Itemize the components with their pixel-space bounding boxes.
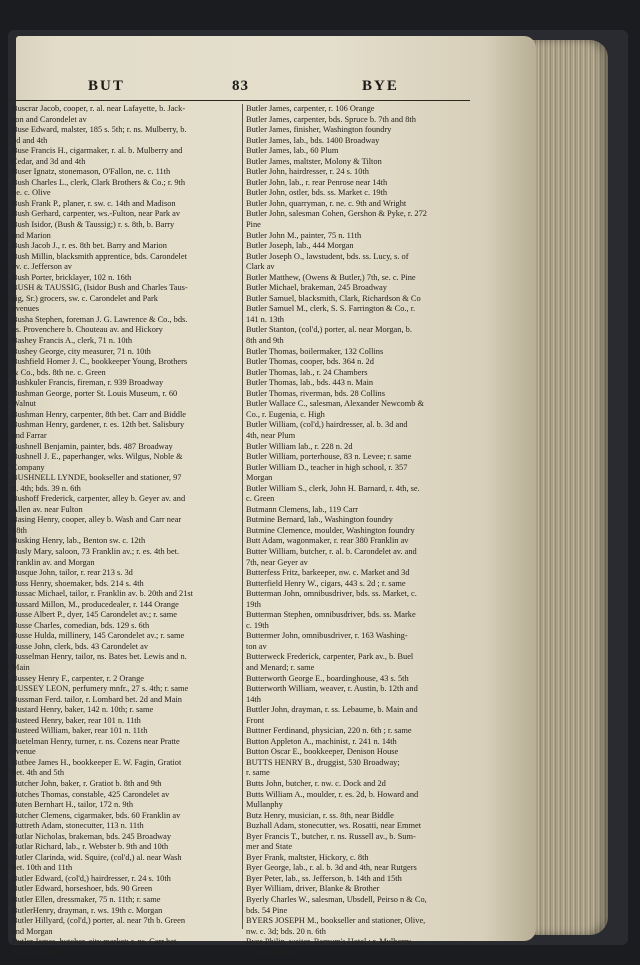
- directory-line: Bussman Ferd. tailor, r. Lombard bet. 2d and Main: [12, 694, 182, 704]
- directory-line: Bushfield Homer J. C., bookkeeper Young, Brothers: [12, 357, 188, 367]
- directory-line: Byes Philip, waiter, Barnum's Hotel ; r. Mulberry,: [246, 937, 413, 947]
- directory-line: Bushey George, city measurer, 71 n. 10th: [12, 346, 151, 356]
- directory-line: BUTTS HENRY B., druggist, 530 Broadway;: [246, 757, 400, 767]
- directory-line: Byer William, driver, Blanke & Brother: [246, 884, 380, 894]
- directory-line: Bushman Henry, carpenter, 8th bet. Carr and Biddle: [12, 409, 187, 419]
- directory-line: Butler James, carpenter, r. 106 Orange: [246, 104, 375, 113]
- header-rule: [10, 100, 470, 101]
- directory-line: Buser Ignatz, stonemason, O'Fallon, ne. c. 11th: [12, 167, 171, 177]
- directory-line: Bush Frank P., planer, r. sw. c. 14th and Madison: [12, 198, 176, 208]
- directory-line: Butts William A., moulder, r. es. 2d, b. Howard and: [246, 789, 419, 799]
- directory-line: Butler William D., teacher in high school, r. 357: [246, 462, 408, 472]
- directory-line: Busse Charles, comedian, bds. 129 s. 6th: [12, 620, 150, 630]
- directory-line: Morgan: [246, 473, 273, 483]
- directory-line: 8th and 9th: [246, 336, 284, 346]
- directory-line: Bush Porter, bricklayer, 102 n. 16th: [12, 272, 132, 282]
- directory-line: Butterweck Frederick, carpenter, Park av., b. Buel: [246, 652, 414, 662]
- directory-line: Byer Peter, lab., ss. Jefferson, b. 14th and 15th: [246, 873, 402, 883]
- directory-line: Main: [12, 662, 30, 672]
- directory-line: Bush Jacob J., r. es. 8th bet. Barry and Marion: [12, 241, 167, 251]
- directory-line: Bush Charles L., clerk, Clark Brothers & Co.; r. 9th: [12, 177, 186, 187]
- directory-line: and Menard; r. same: [246, 662, 315, 672]
- directory-line: 18th: [12, 525, 27, 535]
- directory-line: Butler Michael, brakeman, 245 Broadway: [246, 283, 387, 293]
- directory-line: Front: [246, 715, 265, 725]
- directory-line: Butler William, (col'd,) hairdresser, al. b. 3d and: [246, 420, 408, 430]
- directory-line: Butler James, finisher, Washington foundry: [246, 125, 392, 135]
- directory-line: Butler John, salesman Cohen, Gershon & Pyke, r. 272: [246, 209, 427, 219]
- directory-line: Butler William, porterhouse, 83 n. Levee; r. same: [246, 452, 412, 462]
- directory-line: Buzhall Adam, stonecutter, ws. Rosatti, near Emmet: [246, 821, 422, 831]
- directory-line: Butterfield Henry W., cigars, 443 s. 2d ; r. same: [246, 578, 406, 588]
- directory-line: Butler Joseph O., lawstudent, bds. ss. Lucy, s. of: [246, 251, 409, 261]
- directory-line: Busque John, tailor, r. rear 213 s. 3d: [12, 568, 133, 578]
- directory-line: Butler William lab., r. 228 n. 2d: [246, 441, 353, 451]
- directory-line: BUSSEY LEON, perfumery mnfr., 27 s. 4th; r. same: [12, 684, 189, 694]
- directory-line: Butterworth George E., boardinghouse, 43 s. 5th: [246, 673, 409, 683]
- directory-line: Buss Henry, shoemaker, bds. 214 s. 4th: [12, 578, 144, 588]
- directory-line: Butlar Richard, lab., r. Webster b. 9th and 10th: [12, 842, 169, 852]
- directory-line: Butler Thomas, boilermaker, 132 Collins: [246, 346, 384, 356]
- directory-line: mer and State: [246, 842, 293, 852]
- directory-line: Franklin av. and Morgan: [12, 557, 95, 567]
- directory-line: BYERS JOSEPH M., bookseller and stationer, Olive,: [246, 916, 426, 926]
- directory-line: Bashey Francis A., clerk, 71 n. 10th: [12, 336, 133, 346]
- directory-line: Bushnell Benjamin, painter, bds. 487 Broadway: [12, 441, 173, 451]
- directory-line: Butcher John, baker, r. Gratiot b. 8th and 9th: [12, 779, 162, 788]
- directory-line: Butler Joseph, lab., 444 Morgan: [246, 241, 354, 251]
- directory-line: Butlar Nicholas, brakeman, bds. 245 Broadway: [12, 831, 172, 841]
- directory-line: avenues: [12, 304, 39, 314]
- directory-line: c. 19th: [246, 620, 269, 630]
- directory-line: Allen av. near Fulton: [12, 504, 83, 514]
- directory-line: Buttermer John, omnibusdriver, r. 163 Washing-: [246, 631, 408, 641]
- directory-line: n. 4th; bds. 39 n. 6th: [12, 483, 81, 493]
- directory-line: Butterworth William, weaver, r. Austin, b. 12th and: [246, 684, 418, 694]
- directory-line: Butler John, hairdresser, r. 24 s. 10th: [246, 167, 369, 177]
- directory-line: ton av: [246, 641, 267, 651]
- directory-line: Busteed William, baker, rear 101 n. 11th: [12, 726, 148, 736]
- directory-line: Busha Stephen, foreman J. G. Lawrence & Co., bds.: [12, 314, 188, 324]
- page-header: [50, 78, 470, 100]
- directory-line: Bushkuler Francis, fireman, r. 939 Broadway: [12, 378, 164, 388]
- directory-line: c. Green: [246, 494, 275, 504]
- directory-line: Buetelman Henry, turner, r. ns. Cozens near Pratte: [12, 736, 180, 746]
- directory-line: son and Carondelet av: [12, 114, 87, 124]
- directory-line: Butler John, quarryman, r. ne. c. 9th and Wright: [246, 198, 407, 208]
- directory-line: Butmine Bernard, lab., Washington foundry: [246, 515, 393, 525]
- directory-line: Bussard Millon, M., producedealer, r. 144 Orange: [12, 599, 179, 609]
- directory-line: Busselman Henry, tailor, ns. Bates bet. Lewis and n.: [12, 652, 187, 662]
- directory-line: Bushman George, porter St. Louis Museum, r. 60: [12, 388, 178, 398]
- directory-line: and Farrar: [12, 430, 47, 440]
- directory-line: Butler Wallace C., salesman, Alexander Newcomb &: [246, 399, 425, 409]
- directory-line: Busse Hulda, millinery, 145 Carondelet av.; r. same: [12, 631, 185, 641]
- directory-line: Butter William, butcher, r. al. b. Carondelet av. and: [246, 546, 417, 556]
- header-right-guide: BYE: [362, 78, 399, 94]
- directory-line: es. Provenchere b. Chouteau av. and Hickory: [12, 325, 163, 335]
- directory-line: Butterman John, omnibusdriver, bds. ss. Market, c.: [246, 589, 417, 599]
- directory-line: b. 2d and Main: [246, 947, 297, 957]
- directory-line: Byer Frank, maltster, Hickory, c. 8th: [246, 852, 369, 862]
- directory-line: Butcher Clemens, cigarmaker, bds. 60 Franklin av: [12, 810, 181, 820]
- directory-line: Butler James, lab., bds. 1400 Broadway: [246, 135, 380, 145]
- directory-line: Butler Edward, (col'd,) hairdresser, r. 24 s. 10th: [12, 873, 171, 883]
- directory-line: bet. 4th and 5th: [12, 768, 65, 778]
- directory-line: Busteed Henry, baker, rear 101 n. 11th: [12, 715, 141, 725]
- directory-line: Butterfess Fritz, barkeeper, nw. c. Market and 3d: [246, 568, 410, 578]
- directory-line: Butz Henry, musician, r. ss. 8th, near Biddle: [246, 810, 394, 820]
- directory-line: 7th, near Geyer av: [246, 557, 308, 567]
- right-column: [246, 104, 478, 958]
- directory-line: Butler Thomas, riverman, bds. 28 Collins: [246, 388, 385, 398]
- directory-line: Byer Francis T., butcher, r. ns. Russell av., b. Sum-: [246, 831, 416, 841]
- directory-line: Butler James, lab., 60 Plum: [246, 146, 339, 156]
- directory-line: Butler Matthew, (Owens & Butler,) 7th, se. c. Pine: [246, 272, 416, 282]
- directory-line: Buse Edward, malster, 185 s. 5th; r. ns. Mulberry, b.: [12, 125, 187, 135]
- directory-line: Butbee James H., bookkeeper E. W. Fagin, Gratiot: [12, 757, 182, 767]
- directory-line: nw. c. 3d; bds. 20 n. 6th: [246, 926, 326, 936]
- directory-line: 23d and 24th: [12, 947, 56, 957]
- directory-line: Butler John, ostler, bds. ss. Market c. 19th: [246, 188, 388, 198]
- directory-line: 3d and 4th: [12, 135, 48, 145]
- directory-line: Butler James, carpenter, bds. Spruce b. 7th and 8th: [246, 114, 416, 124]
- directory-line: Bushoff Frederick, carpenter, alley b. Geyer av. and: [12, 494, 186, 504]
- directory-line: Mullanphy: [246, 800, 283, 810]
- directory-line: Butler William S., clerk, John H. Barnard, r. 4th, se.: [246, 483, 420, 493]
- directory-line: Butler Samuel, blacksmith, Clark, Richardson & Co: [246, 293, 421, 303]
- directory-line: Butler Stanton, (col'd,) porter, al. near Morgan, b.: [246, 325, 412, 335]
- page-number: 83: [232, 78, 249, 94]
- directory-line: 19th: [246, 599, 261, 609]
- directory-line: Butmine Clemence, moulder, Washington foundry: [246, 525, 415, 535]
- directory-line: Butts John, butcher, r. nw. c. Dock and 2d: [246, 779, 386, 788]
- directory-line: Basing Henry, cooper, alley b. Wash and Carr near: [12, 515, 182, 525]
- directory-line: Busking Henry, lab., Benton sw. c. 12th: [12, 536, 146, 546]
- directory-line: Butler Thomas, lab., r. 24 Chambers: [246, 367, 368, 377]
- directory-line: Button Oscar E., bookkeeper, Denison House: [246, 747, 399, 757]
- directory-line: Bushman Henry, gardener, r. es. 12th bet. Salisbury: [12, 420, 185, 430]
- directory-line: Walnut: [12, 399, 36, 409]
- directory-line: Butler Edward, horseshoer, bds. 90 Green: [12, 884, 153, 894]
- directory-line: ne. c. Olive: [12, 188, 51, 198]
- directory-line: Butler Clarinda, wid. Squire, (col'd,) al. near Wash: [12, 852, 182, 862]
- directory-line: Bush Isidor, (Bush & Taussig;) r. s. 8th, b. Barry: [12, 220, 175, 230]
- directory-line: Busse Albert P., dyer, 145 Carondelet av.; r. same: [12, 610, 177, 620]
- directory-line: avenue: [12, 747, 36, 757]
- directory-line: Buten Bernhart H., tailor, 172 n. 9th: [12, 800, 134, 810]
- directory-line: sig, Sr.) grocers, sw. c. Carondelet and Park: [12, 293, 158, 303]
- directory-line: Bustard Henry, baker, 142 n. 10th; r. same: [12, 705, 154, 715]
- directory-line: and Morgan: [12, 926, 53, 936]
- directory-line: Bussac Michael, tailor, r. Franklin av. b. 20th and 21st: [12, 589, 194, 599]
- directory-line: Byer George, lab., r. al. b. 3d and 4th, near Rutgers: [246, 863, 417, 873]
- directory-line: Cedar, and 3d and 4th: [12, 156, 86, 166]
- directory-line: Company: [12, 462, 45, 472]
- directory-line: Butler James, maltster, Molony & Tilton: [246, 156, 382, 166]
- directory-line: Bussey Henry F., carpenter, r. 2 Orange: [12, 673, 145, 683]
- directory-line: Clark av: [246, 262, 275, 272]
- directory-line: Butler Thomas, cooper, bds. 364 n. 2d: [246, 357, 374, 367]
- directory-line: Bush Millin, blacksmith apprentice, bds. Carondelet: [12, 251, 187, 261]
- directory-line: Busse John, clerk, bds. 43 Carondelet av: [12, 641, 149, 651]
- directory-line: Bushnell J. E., paperhanger, wks. Wilgus, Noble &: [12, 452, 183, 462]
- directory-line: Byerly Charles W., salesman, Ubsdell, Peirso n & Co,: [246, 895, 427, 905]
- directory-line: Butler Hillyard, (col'd,) porter, al. near 7th b. Green: [12, 916, 186, 926]
- directory-line: Buse Francis H., cigarmaker, r. al. b. Mulberry and: [12, 146, 183, 156]
- directory-line: 141 n. 13th: [246, 314, 284, 324]
- directory-line: Butler Thomas, lab., bds. 443 n. Main: [246, 378, 374, 388]
- directory-line: 14th: [246, 694, 261, 704]
- directory-line: BUSHNELL LYNDE, bookseller and stationer, 97: [12, 473, 182, 483]
- directory-line: and Marion: [12, 230, 51, 240]
- directory-line: Butterman Stephen, omnibusdriver, bds. ss. Marke: [246, 610, 416, 620]
- directory-line: Butler Ellen, dressmaker, 75 n. 11th; r. same: [12, 895, 161, 905]
- directory-line: Bush Gerhard, carpenter, ws.-Fulton, near Park av: [12, 209, 181, 219]
- directory-line: Butches Thomas, constable, 425 Carondelet av: [12, 789, 170, 799]
- directory-line: 4th, near Plum: [246, 430, 296, 440]
- directory-line: Butt Adam, wagonmaker, r. rear 380 Franklin av: [246, 536, 409, 546]
- directory-line: ButlerHenry, drayman, r. ws. 19th c. Morgan: [12, 905, 163, 915]
- directory-line: Busly Mary, saloon, 73 Franklin av.; r. es. 4th bet.: [12, 546, 180, 556]
- directory-line: & Co., bds. 8th ne. c. Green: [12, 367, 106, 377]
- directory-line: Buttler John, drayman, r. ss. Lebaume, b. Main and: [246, 705, 418, 715]
- directory-line: BUSH & TAUSSIG, (Isidor Bush and Charles Taus-: [12, 283, 188, 293]
- directory-line: Butmann Clemens, lab., 119 Carr: [246, 504, 359, 514]
- directory-line: Butler John M., painter, 75 n. 11th: [246, 230, 362, 240]
- directory-line: Co., r. Eugenia, c. High: [246, 409, 325, 419]
- directory-line: Button Appleton A., machinist, r. 241 n. 14th: [246, 736, 397, 746]
- directory-line: bet. 10th and 11th: [12, 863, 73, 873]
- header-left-guide: BUT: [88, 78, 125, 94]
- directory-line: Butler John, lab., r. rear Penrose near 14th: [246, 177, 388, 187]
- directory-line: Pine: [246, 220, 261, 230]
- directory-line: r. same: [246, 768, 270, 778]
- directory-line: Butler Samuel M., clerk, S. S. Farrington & Co., r.: [246, 304, 416, 314]
- directory-line: av. c. Jefferson av: [12, 262, 72, 272]
- left-column: [12, 104, 240, 958]
- directory-line: Buscrar Jacob, cooper, r. al. near Lafayette, b. Jack-: [12, 104, 186, 113]
- directory-line: Butler James, butcher, city market; r. ns. Carr bet.: [12, 937, 179, 947]
- directory-line: Buttner Ferdinand, physician, 220 n. 6th ; r. same: [246, 726, 412, 736]
- directory-line: Buttreth Adam, stonecutter, 113 n. 11th: [12, 821, 144, 831]
- directory-line: bds. 54 Pine: [246, 905, 288, 915]
- column-divider: [242, 104, 243, 929]
